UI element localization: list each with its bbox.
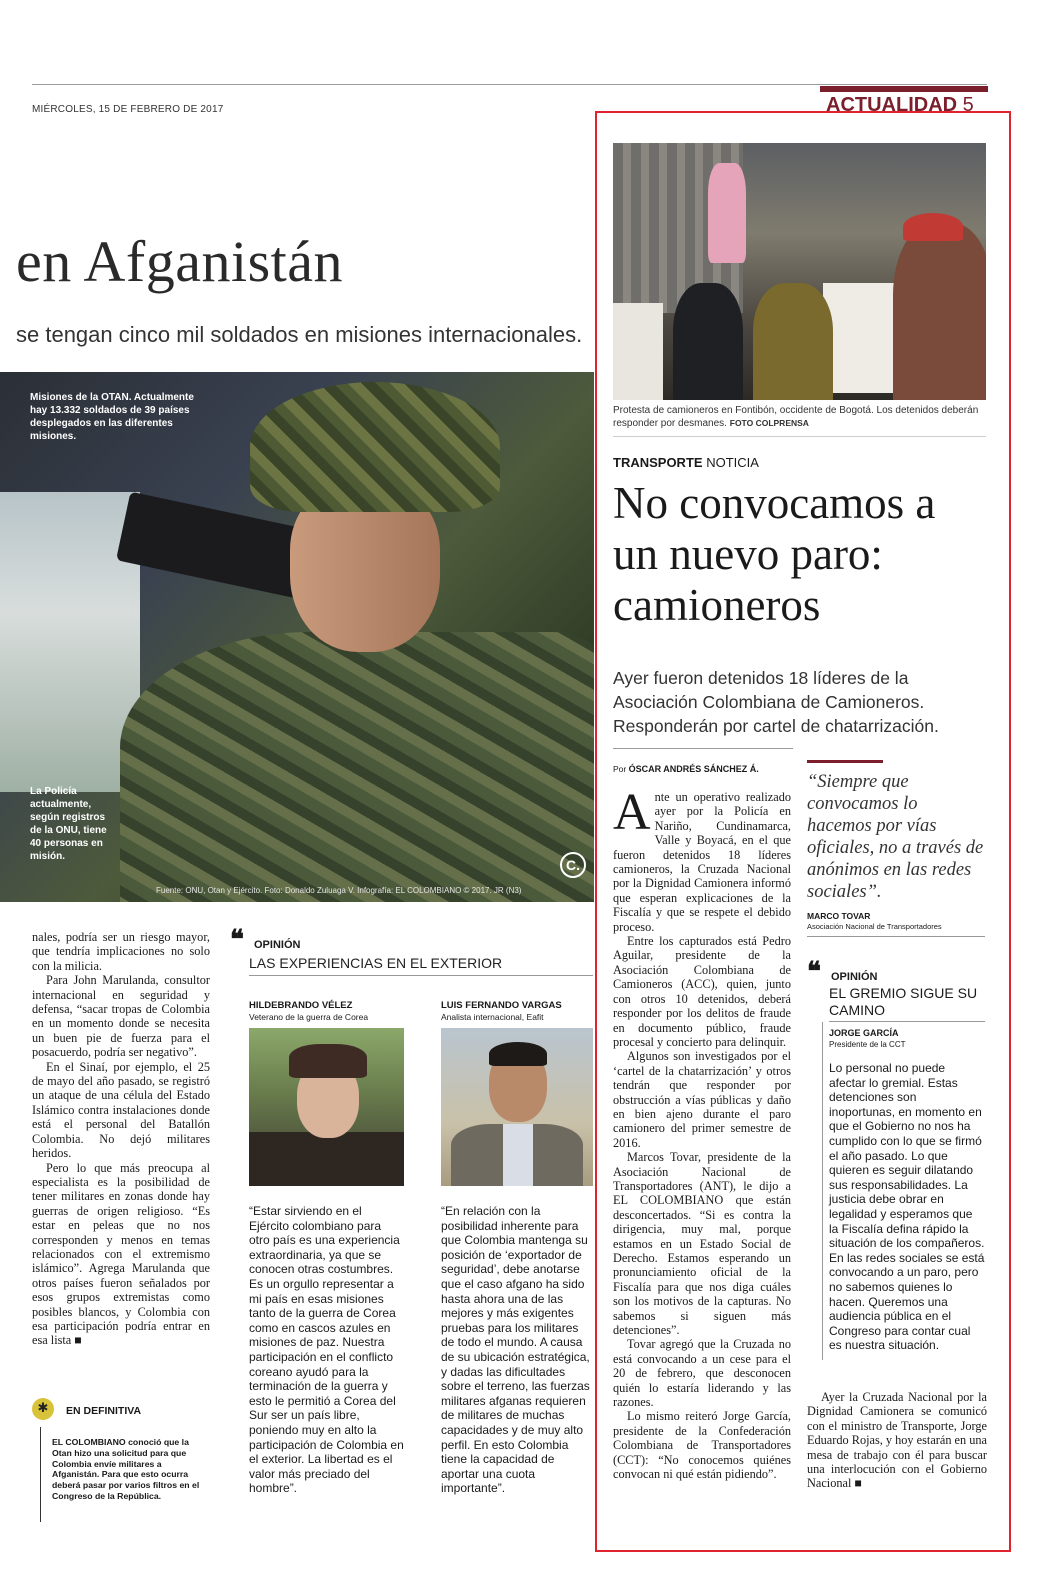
main-body-column	[613, 784, 791, 1482]
opinion-author-role: Analista internacional, Eafit	[441, 1012, 544, 1022]
opinion-rule	[249, 975, 593, 976]
main-body-paragraph: Algunos son investigados por el ‘cartel de la chatarrización’ y otros tendrán que responder por obstrucción a vías públicas y daño en bien ajeno durante el paro camionero del primer semestre de 2016.	[613, 1049, 791, 1150]
issue-date: MIÉRCOLES, 15 DE FEBRERO DE 2017	[32, 104, 224, 115]
pull-quote: “Siempre que convocamos lo hacemos por vías oficiales, no a través de anónimos en las redes sociales”.	[807, 772, 984, 902]
main-body-paragraph: Lo mismo reiteró Jorge García, presidente de la Confederación Colombiana de Transportadores (CCT): “No conocemos quiénes convocan ni qué están pidiendo”.	[613, 1409, 791, 1482]
lede-rule	[613, 748, 793, 749]
opinion-right-label: OPINIÓN	[831, 971, 878, 983]
left-body-paragraph: nales, podría ser un riesgo mayor, que tendría implicaciones no solo con la milicia.	[32, 930, 210, 973]
opinion-right-header	[807, 957, 878, 986]
analyst-portrait	[441, 1028, 593, 1186]
kicker-section: TRANSPORTE	[613, 455, 703, 470]
opinion-right-role: Presidente de la CCT	[829, 1040, 906, 1049]
opinion-text: “Estar sirviendo en el Ejército colombiano para otro país es una experiencia extraordinaria, ya que se conocen otras costumbres. Es un orgullo representar a mi país en esas misiones tanto de la guerra de Corea como en cascos azules en misiones de paz. Nuestra participación en el conflicto coreano ayudó para la terminación de la guerra y esto le permitió a Corea del Sur ser un país libre, poniendo muy en alto la participación de Colombia en el exterior. La libertad es el valor más preciado del hombre”.	[249, 1204, 404, 1496]
opinion-author-role: Veterano de la guerra de Corea	[249, 1012, 369, 1022]
section-bar	[820, 86, 988, 92]
closing-paragraph: Ayer la Cruzada Nacional por la Dignidad Camionera se comunicó con el ministro de Transporte, Jorge Eduardo Rojas, y hoy estarán en una mesa de trabajo con él para buscar una interlocución con el Gobierno Nacional ■	[807, 1390, 987, 1491]
en-definitiva-rule	[40, 1427, 41, 1522]
section-name: ACTUALIDAD	[826, 94, 958, 116]
top-rule	[32, 84, 987, 85]
left-body-paragraph: Para John Marulanda, consultor internacional en seguridad y defensa, “sacar tropas de Colombia en un momento donde se necesita un buen pie de fuerza para el posacuerdo, podría ser negativo”.	[32, 973, 210, 1060]
left-headline: en Afganistán	[16, 229, 344, 294]
en-definitiva-label: EN DEFINITIVA	[66, 1405, 142, 1417]
main-headline: No convocamos a un nuevo paro: camioneros	[613, 478, 936, 630]
el-colombiano-logo-icon: C.	[560, 852, 586, 878]
left-body-column	[32, 930, 210, 1348]
policia-caption: La Policía actualmente, según registros de la ONU, tiene 40 personas en misión.	[30, 786, 107, 862]
protest-photo-caption	[613, 404, 983, 430]
byline-prefix: Por	[613, 764, 627, 774]
opinion-right-text: Lo personal no puede afectar lo gremial. Estas detenciones son inoportunas, en momento en que el Gobierno no nos ha cumplido con lo que se firmó el año pasado. Lo que quieren es seguir dilatando sus responsabilidades. La justicia debe obrar en legalidad y esperamos que la Fiscalía defina rápido la situación de los compañeros. En las redes sociales se está convocando a un paro, pero no sabemos quienes lo hacen. Queremos una audiencia pública en el Congreso para contar cual es nuestra situación.	[829, 1061, 985, 1353]
opinion-right-title: EL GREMIO SIGUE SU CAMINO	[829, 985, 978, 1018]
main-lede: Ayer fueron detenidos 18 líderes de la Asociación Colombiana de Camioneros. Responderán por cartel de chatarrización.	[613, 668, 939, 736]
drop-cap: A	[613, 784, 651, 841]
otan-caption: Misiones de la OTAN. Actualmente hay 13.332 soldados de 39 países desplegados en las diferentes misiones.	[30, 392, 194, 442]
opinion-author-name: HILDEBRANDO VÉLEZ	[249, 1000, 353, 1011]
byline-name: ÓSCAR ANDRÉS SÁNCHEZ Á.	[628, 764, 759, 774]
caption-rule	[613, 436, 986, 437]
opinion-right-side-rule	[822, 1022, 823, 1360]
opinion-text: “En relación con la posibilidad inherente para que Colombia mantenga su posición de ‘exportador de seguridad’, debe anotarse que el caso afgano ha sido hasta ahora una de las mejores y más exigentes pruebas para los militares de todo el mundo. A causa de su ubicación estratégica, y dadas las dificultades sobre el terreno, las fuerzas militares afganas requieren de militares de muchas capacidades y de muy alto perfil. En esto Colombia tiene la capacidad de aportar una cuota importante”.	[441, 1204, 590, 1496]
pull-quote-bottom-rule	[807, 936, 985, 937]
caption-text: Protesta de camioneros en Fontibón, occidente de Bogotá. Los detenidos deberán responder por desmanes.	[613, 405, 979, 429]
main-first-paragraph	[613, 784, 791, 934]
en-definitiva-icon: ✱	[32, 1398, 54, 1420]
photo-credit: Fuente: ONU, Otan y Ejército. Foto: Donaldo Zuluaga V. Infografía: EL COLOMBIANO © 2017. JR (N3)	[156, 886, 522, 895]
pull-quote-rule	[807, 760, 883, 763]
pull-quote-author: MARCO TOVAR	[807, 911, 871, 921]
kicker-type: NOTICIA	[706, 455, 759, 470]
page-number: 5	[962, 94, 974, 116]
opinion-label: OPINIÓN	[254, 939, 301, 951]
left-subhead: se tengan cinco mil soldados en misiones internacionales.	[16, 322, 583, 347]
byline	[613, 764, 759, 774]
quote-icon: ❝	[807, 957, 821, 986]
main-body-paragraph: Entre los capturados está Pedro Aguilar, presidente de la Asociación Colombiana de Camioneros (ACC), quien, junto con otros 10 detenidos, deberá responder por los delitos de fraude en documento público, fraude procesal y concierto para delinquir.	[613, 934, 791, 1049]
main-body-paragraph: Marcos Tovar, presidente de la Asociación Nacional de Transportadores (ANT), le dijo a EL COLOMBIANO que están desconcertados. “Si es contra la dirigencia, muy mal, porque estamos en un Estado Social de Derecho. Estamos esperando un pronunciamiento oficial de la Fiscalía para que nos diga cuáles son los motivos de la capturas. No sabemos si siguen más detenciones”.	[613, 1150, 791, 1338]
en-definitiva-text: EL COLOMBIANO conoció que la Otan hizo una solicitud para que Colombia envíe militares a Afganistán. Para que esto ocurra deberá pasar por varios filtros en el Congreso de la República.	[52, 1437, 200, 1501]
caption-credit: FOTO COLPRENSA	[729, 418, 809, 428]
closing-column	[807, 1390, 987, 1491]
protest-photo	[613, 143, 986, 400]
opinion-title: LAS EXPERIENCIAS EN EL EXTERIOR	[249, 955, 503, 971]
pull-quote-role: Asociación Nacional de Transportadores	[807, 922, 942, 931]
opinion-author-name: LUIS FERNANDO VARGAS	[441, 1000, 562, 1011]
left-body-paragraph: Pero lo que más preocupa al especialista es la posibilidad de tener militares en zonas donde hay guerras de origen religioso. “Es estar en peleas que no nos corresponden y menos en temas relacionados con el extremismo islámico”. Agrega Marulanda que otros países fueron señalados por esos grupos extremistas como posibles blancos, y Colombia con esa participación podría entrar en esa lista ■	[32, 1160, 210, 1348]
left-body-paragraph: En el Sinaí, por ejemplo, el 25 de mayo del año pasado, se registró un ataque de una célula del Estado Islámico contra instalaciones donde está el personal del Batallón Colombia. No dejó militares heridos.	[32, 1059, 210, 1161]
main-body-paragraph: Tovar agregó que la Cruzada no está convocando a un cese para el 20 de febrero, que desconocen quién lo estaría liderando y las razones.	[613, 1337, 791, 1410]
first-paragraph-text: nte un operativo realizado ayer por la Policía en Nariño, Cundinamarca, Valle y Boyacá, en el que fueron detenidos 18 líderes camioneros, la Cruzada Nacional por la Dignidad Camionera informó que esperan explicaciones de la Fiscalía y que se respete el debido proceso.	[613, 790, 791, 934]
opinion-header	[230, 925, 301, 954]
opinion-right-author: JORGE GARCÍA	[829, 1028, 899, 1038]
kicker	[613, 455, 759, 470]
veteran-portrait	[249, 1028, 404, 1186]
quote-icon: ❝	[230, 925, 244, 954]
opinion-right-rule	[829, 1021, 985, 1022]
